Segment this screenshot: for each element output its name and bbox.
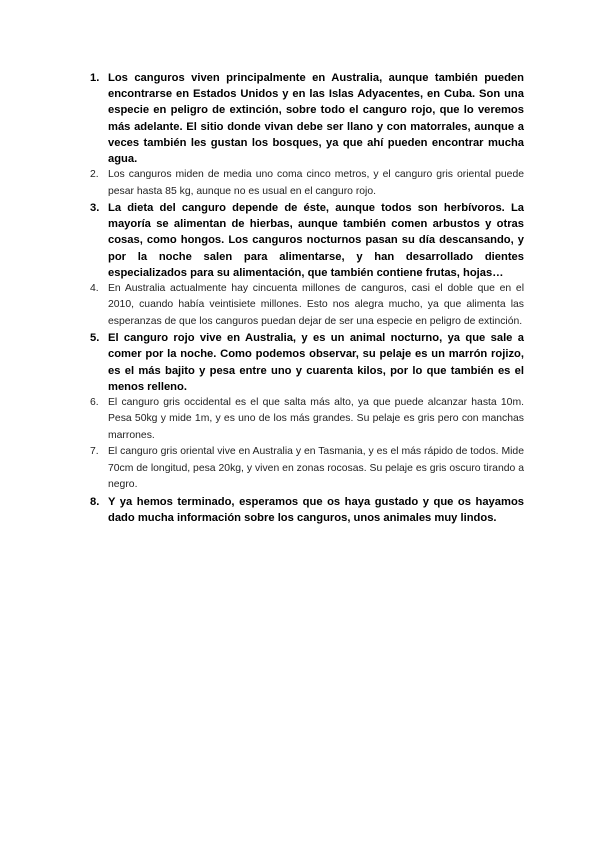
item-text: El canguro rojo vive en Australia, y es un animal nocturno, ya que sale a comer por la noche. Como podemos observar, su pelaje es un marrón rojizo, es el más bajito y pesa entre uno y cuarenta kilos, por lo que también es el menos relleno. [108, 332, 524, 393]
item-text: Los canguros viven principalmente en Australia, aunque también pueden encontrarse en Estados Unidos y en las Islas Adyacentes, en Cuba. Son una especie en peligro de extinción, sobre todo el canguro rojo, que lo veremos más adelante. El sitio donde vivan debe ser llano y con matorrales, aunque a veces también les gustan los bosques, ya que ahí pueden encontrar mucha agua. [108, 72, 524, 166]
item-number: 8. [90, 495, 100, 508]
item-number: 3. [90, 202, 100, 215]
item-text: En Australia actualmente hay cincuenta millones de canguros, casi el doble que en el 2010, cuando había veintisiete millones. Esto nos alegra mucho, ya que alimenta las esperanzas de que los canguros puedan dejar de ser una especie en peligro de extinción. [108, 283, 524, 327]
item-number: 4. [90, 283, 99, 295]
list-item-7 [84, 444, 524, 493]
list-item-4 [84, 281, 524, 330]
item-text: La dieta del canguro depende de éste, aunque todos son herbívoros. La mayoría se alimentan de hierbas, aunque también comen arbustos y otras cosas, como hongos. Los canguros nocturnos pasan su día descansando, y por la noche salen para alimentarse, y han desarrollado dientes especializados para su alimentación, que también contiene frutas, hojas… [108, 202, 524, 279]
item-number: 6. [90, 397, 99, 409]
item-number: 7. [90, 446, 99, 458]
list-item-2 [84, 167, 524, 200]
item-text: El canguro gris oriental vive en Australia y en Tasmania, y es el más rápido de todos. Mide 70cm de longitud, pesa 20kg, y viven en zonas rocosas. Su pelaje es gris oscuro tirando a negro. [108, 446, 524, 491]
list-item-5 [84, 330, 524, 395]
list-item-8 [84, 494, 524, 526]
item-number: 1. [90, 72, 100, 84]
item-text: Los canguros miden de media uno coma cinco metros, y el canguro gris oriental puede pesar hasta 85 kg, aunque no es usual en el canguro rojo. [108, 169, 524, 197]
list-item-3 [84, 200, 524, 281]
item-text: Y ya hemos terminado, esperamos que os haya gustado y que os hayamos dado mucha información sobre los canguros, unos animales muy lindos. [108, 495, 524, 524]
item-number: 5. [90, 332, 100, 345]
numbered-list [84, 70, 524, 526]
item-text: El canguro gris occidental es el que salta más alto, ya que puede alcanzar hasta 10m. Pesa 50kg y mide 1m, y es uno de los más grandes. Su pelaje es gris pero con manchas marrones. [108, 397, 524, 441]
item-number: 2. [90, 169, 99, 181]
list-item-6 [84, 395, 524, 444]
list-item-1 [84, 70, 524, 167]
